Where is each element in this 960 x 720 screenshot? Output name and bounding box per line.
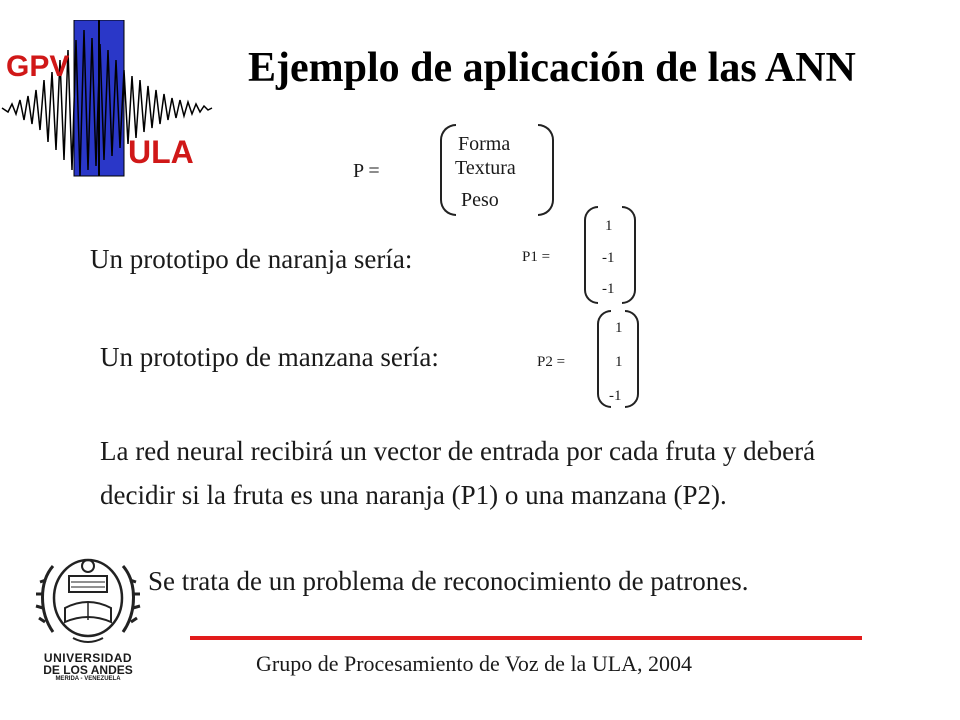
description-line-1: La red neural recibirá un vector de entrada por cada fruta y deberá	[100, 436, 816, 466]
p2-value-3: -1	[609, 388, 622, 404]
vector-p-item-peso: Peso	[461, 189, 499, 211]
university-name-line-1: UNIVERSIDAD	[43, 651, 133, 665]
p2-value-1: 1	[615, 320, 623, 336]
p1-label: P1 =	[522, 249, 551, 265]
p1-value-1: 1	[605, 218, 613, 234]
p1-left-bracket	[584, 206, 598, 304]
p1-value-2: -1	[602, 250, 615, 266]
university-name-line-3: MERIDA - VENEZUELA	[55, 676, 121, 682]
gpv-logo-bottom-text: ULA	[128, 134, 194, 170]
prototype-orange-text: Un prototipo de naranja sería:	[90, 244, 413, 274]
p1-right-bracket	[622, 206, 636, 304]
footer-text: Grupo de Procesamiento de Voz de la ULA, 2004	[256, 651, 693, 676]
vector-p-item-forma: Forma	[458, 133, 511, 155]
conclusion-text: Se trata de un problema de reconocimiento de patrones.	[148, 566, 749, 596]
university-seal-icon	[33, 552, 143, 650]
gpv-logo	[0, 20, 220, 180]
vector-p-label: P =	[353, 160, 380, 182]
p1-value-3: -1	[602, 281, 615, 297]
footer-divider	[190, 636, 862, 640]
p2-label: P2 =	[537, 354, 566, 370]
p2-right-bracket	[625, 310, 639, 408]
description-line-2: decidir si la fruta es una naranja (P1) o una manzana (P2).	[100, 480, 727, 510]
p2-value-2: 1	[615, 354, 623, 370]
page-title: Ejemplo de aplicación de las ANN	[248, 45, 856, 91]
university-name-line-2: DE LOS ANDES	[43, 663, 133, 677]
prototype-apple-text: Un prototipo de manzana sería:	[100, 342, 439, 372]
university-logo	[28, 552, 148, 682]
vector-p-item-textura: Textura	[455, 157, 516, 179]
vector-p-left-bracket	[440, 124, 456, 216]
vector-p-right-bracket	[538, 124, 554, 216]
gpv-logo-top-text: GPV	[6, 50, 70, 83]
